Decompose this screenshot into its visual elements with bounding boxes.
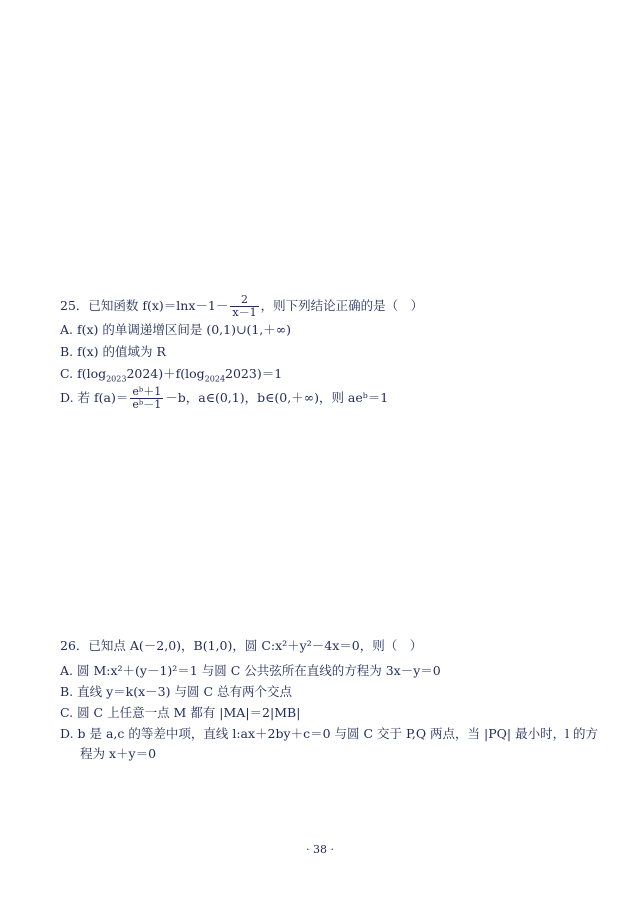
problem-26-option-b: B. 直线 y＝k(x－3) 与圆 C 总有两个交点 bbox=[60, 684, 292, 699]
problem-25-option-c bbox=[60, 365, 282, 389]
problem-25-option-b: B. f(x) 的值域为 R bbox=[60, 344, 166, 359]
fraction-denominator: x－1 bbox=[232, 306, 257, 319]
problem-25-fraction bbox=[230, 294, 258, 319]
problem-26-option-c: C. 圆 C 上任意一点 M 都有 |MA|＝2|MB| bbox=[60, 705, 301, 720]
fraction-numerator: eᵇ＋1 bbox=[132, 385, 162, 398]
option-d-text-2: －b，a∈(0,1)，b∈(0,＋∞)，则 aeᵇ＝1 bbox=[165, 390, 389, 405]
page-number: · 38 · bbox=[306, 843, 334, 856]
problem-25-stem-start: 25．已知函数 f(x)＝lnx－1－ bbox=[60, 298, 229, 313]
problem-26-option-d-line-1: D. b 是 a,c 的等差中项，直线 l:ax＋2by＋c＝0 与圆 C 交于 P,Q 两点，当 |PQ| 最小时，l 的方 bbox=[60, 726, 599, 741]
problem-25-option-a: A. f(x) 的单调递增区间是 (0,1)∪(1,＋∞) bbox=[60, 322, 292, 337]
option-d-text-1: D. 若 f(a)＝ bbox=[60, 390, 129, 405]
log-base-2: 2024 bbox=[204, 374, 226, 384]
fraction-numerator: 2 bbox=[240, 293, 248, 306]
problem-25-option-d bbox=[60, 386, 388, 411]
problem-26-option-a: A. 圆 M:x²＋(y－1)²＝1 与圆 C 公共弦所在直线的方程为 3x－y＝0 bbox=[60, 663, 441, 678]
option-d-fraction bbox=[130, 386, 163, 411]
problem-26-option-d-line-2: 程为 x＋y＝0 bbox=[80, 746, 157, 761]
problem-26-stem: 26．已知点 A(－2,0)，B(1,0)，圆 C:x²＋y²－4x＝0，则（ ） bbox=[60, 638, 423, 653]
problem-25-stem bbox=[60, 294, 423, 319]
option-c-text-3: 2023)＝1 bbox=[225, 366, 283, 381]
fraction-denominator: eᵇ－1 bbox=[132, 398, 162, 411]
problem-25-stem-end: ，则下列结论正确的是（ ） bbox=[260, 298, 424, 313]
log-base-1: 2023 bbox=[106, 374, 127, 384]
option-c-text-2: 2024)＋f(log bbox=[126, 366, 205, 381]
option-c-text-1: C. f(log bbox=[60, 366, 107, 381]
